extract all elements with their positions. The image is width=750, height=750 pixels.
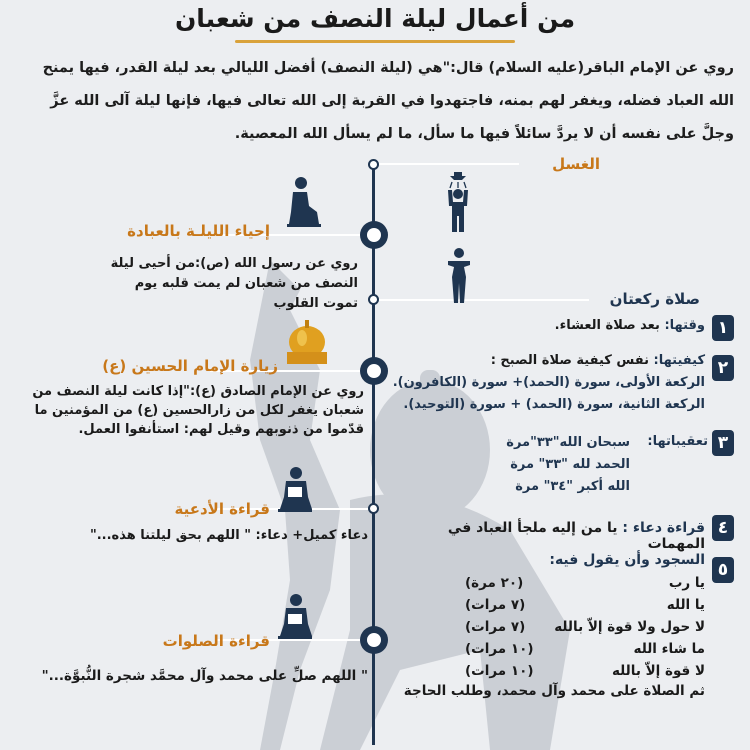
reading-dua-icon: [276, 465, 314, 513]
salawat-body: " اللهم صلِّ على محمد وآل محمَّد شجرة النُّبوَّة...": [41, 668, 368, 684]
item-3-line-1: سبحان الله"٣٣"مرة: [506, 435, 630, 450]
item-number-3: ٣: [712, 430, 734, 456]
timeline-node-salat: [368, 294, 379, 305]
item-2-body: نفس كيفية صلاة الصبح :: [490, 353, 654, 368]
ihya-body: روي عن رسول الله (ص):من أحيى ليلة النصف من شعبان لم يمت قلبه يوم تموت القلوب: [110, 256, 358, 311]
item-2-label: كيفيتها:: [653, 353, 705, 368]
item-1-text: [400, 318, 705, 333]
page-title: من أعمال ليلة النصف من شعبان: [174, 4, 576, 33]
item-4-body: يا من إليه ملجأ العباد في المهمات: [447, 520, 705, 552]
ghusl-heading: الغسل: [552, 155, 600, 173]
timeline-node-ziyara: [360, 357, 388, 385]
item-number-5: ٥: [712, 557, 734, 583]
sujud-row: يا رب (٢٠ مرة): [465, 575, 705, 591]
item-5-label: السجود وأن يقول فيه:: [549, 552, 705, 568]
ziyara-heading: زيارة الإمام الحسين (ع): [102, 357, 278, 375]
item-3-line-3: الله أكبر "٣٤" مرة: [515, 479, 630, 494]
closing-text: ثم الصلاة على محمد وآل محمد، وطلب الحاجة: [403, 683, 705, 699]
ihya-heading: إحياء الليلـة بالعبادة: [127, 222, 270, 240]
sujud-list: [465, 572, 705, 682]
sujud-row: لا حول ولا قوة إلاّ بالله (٧ مرات): [465, 619, 705, 635]
sujud-row: لا قوة إلاّ بالله (١٠ مرات): [465, 663, 705, 679]
item-2-line-1: الركعة الأولى، سورة (الحمد)+ سورة (الكافرون).: [392, 375, 705, 390]
timeline-node-adiya: [368, 503, 379, 514]
sujud-row: يا الله (٧ مرات): [465, 597, 705, 613]
sujud-row: ما شاء الله (١٠ مرات): [465, 641, 705, 657]
title-underline: [235, 40, 515, 43]
adiya-heading: قراءة الأدعية: [174, 500, 270, 518]
item-4-text: [390, 520, 705, 552]
connector-ghusl: [379, 163, 519, 165]
timeline-node-salawat: [360, 626, 388, 654]
item-1-body: بعد صلاة العشاء.: [554, 318, 665, 333]
item-1-label: وقتها:: [664, 318, 705, 333]
salat-heading: صلاة ركعتان: [609, 290, 700, 308]
shrine-dome-icon: [283, 318, 331, 366]
item-3-lines: [470, 432, 630, 498]
standing-prayer-icon: [442, 247, 476, 303]
salawat-heading: قراءة الصلوات: [162, 632, 270, 650]
item-4-label: قراءة دعاء :: [622, 520, 705, 536]
timeline-node-ghusl: [368, 159, 379, 170]
reading-salawat-icon: [276, 592, 314, 640]
connector-salat: [379, 299, 589, 301]
adiya-body: دعاء كميل+ دعاء: " اللهم بحق ليلتنا هذه...": [89, 528, 368, 543]
item-number-1: ١: [712, 315, 734, 341]
intro-paragraph: روي عن الإمام الباقر(عليه السلام) قال:"هي (ليلة النصف) أفضل الليالي بعد ليلة القدر، فيها يمنح الله العباد فضله، ويغفر لهم بمنه، فاجتهدوا في القربة إلى الله تعالى فيها، فإنها ليلة آلى الله عزَّ وجلَّ على نفسه أن لا يردَّ سائلاً فيها ما سأل، ما لم يسأل الله المعصية.: [42, 60, 734, 142]
timeline-node-ihya: [360, 221, 388, 249]
item-3-line-2: الحمد لله "٣٣" مرة: [510, 457, 630, 472]
item-2-line-2: الركعة الثانية، سورة (الحمد) + سورة (التوحيد).: [403, 397, 705, 412]
item-number-4: ٤: [712, 515, 734, 541]
item-2-text: [385, 350, 705, 416]
sitting-worship-icon: [285, 176, 321, 228]
item-3-label: تعقيباتها:: [647, 434, 708, 449]
ziyara-body: روي عن الإمام الصادق (ع):"إذا كانت ليلة النصف من شعبان يغفر لكل من زارالحسين (ع) من المؤمنين ما قدّموا من ذنوبهم وقيل لهم: استأنفوا العمل.: [32, 384, 364, 437]
shower-person-icon: [440, 172, 476, 234]
item-number-2: ٢: [712, 355, 734, 381]
